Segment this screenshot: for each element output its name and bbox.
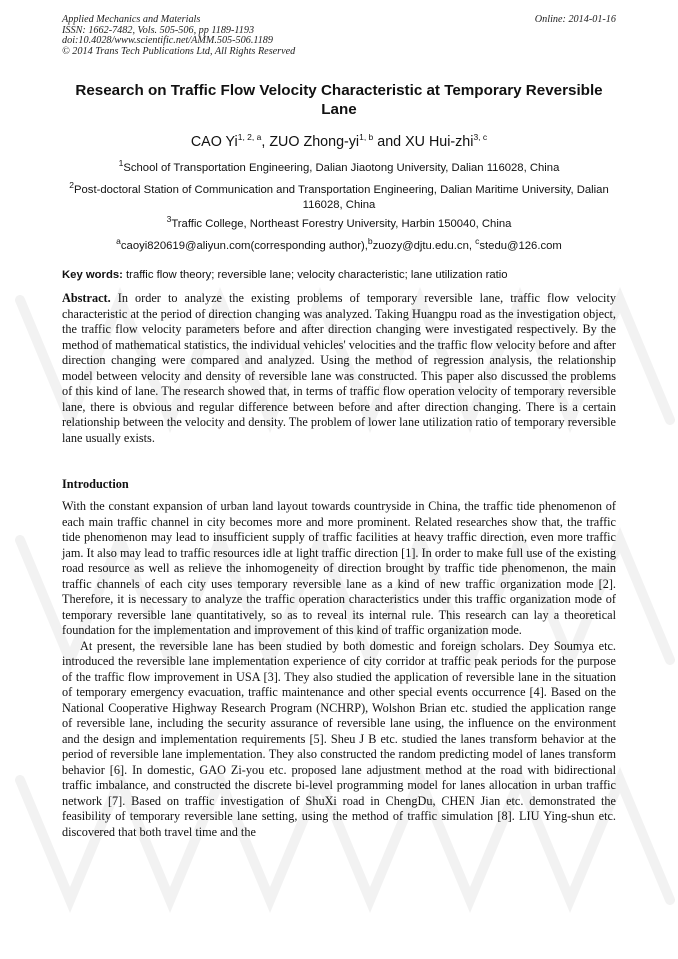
author-sep: , [261,133,270,150]
affiliation-text: Post-doctoral Station of Communication and Transportation Engineering, Dalian Maritime University, Dalian 116028, China [73,183,609,211]
paragraph: At present, the reversible lane has been studied by both domestic and foreign scholars. Dey Soumya etc. introduced the reversible lane implementation experience of city corridor at traffic peak periods for the purpose of the traffic flow improvement in USA [3]. They also studied the application of reversible lane in the situation of temporary emergency evacuation, traffic maintenance and other special events occurrence [4]. Based on the National Cooperative Highway Research Program (NCHRP), Wolshon Brian etc. studied the application range of reversible lane, including the security assurance of reversible lane using, the influence on the environment and the design and implementation requirements [5]. Sheu J B etc. studied the lanes transform behavior at the period of reversible lane implementation. They also constructed the random predicting model of lanes transform behavior [6]. In domestic, GAO Zi-you etc. proposed lane adjustment method at the road with bidirectional traffic imbalance, and constructed the discrete bi-level programming model for lanes allocation in urban traffic network [7]. Based on traffic investigation of ShuXi road in ChengDu, CHEN Jian etc. demonstrated the feasibility of temporary reversible lane setting, using the method of traffic simulation [8]. LIU Ying-shun etc. discovered that both travel time and the [62,638,616,839]
email-a: caoyi820619@aliyun.com(corresponding author), [120,239,368,252]
keywords [62,268,616,283]
author-sup: 3, c [473,132,488,142]
paper-title: Research on Traffic Flow Velocity Characteristic at Temporary Reversible Lane [75,82,603,118]
paragraph: With the constant expansion of urban land layout towards countryside in China, the traffic tide phenomenon of each main traffic channel in city becomes more and more prominent. Related researches show that, the traffic tide phenomenon may lead to insufficient supply of traffic facilities at heavy traffic direction, even more traffic jam. It also may lead to traffic resources idle at light traffic direction [1]. In order to make full use of the existing road resource as well as relieve the inhomogeneity of direction brought by traffic tide phenomenon, the main traffic channels of each city uses temporary reversible lane as a kind of new traffic organization mode [2]. Therefore, it is necessary to analyze the traffic operation characteristics under this traffic organization mode of temporary reversible lane quantitatively, so as to reveal its internal rule. This research can lay a theoretical foundation for the implementation and improvement of this kind of traffic organization mode. [62,499,616,637]
affiliation-2 [62,178,616,213]
author-name: CAO Yi [190,133,238,150]
email-b: zuozy@djtu.edu.cn, [372,239,472,252]
affiliation-sup: 1 [118,158,124,168]
doi-line: doi:10.4028/www.scientific.net/AMM.505-506.1189 [62,35,273,47]
email-sup: c [475,236,480,246]
affiliation-1 [62,156,616,176]
author-name: XU Hui-zhi [405,133,474,150]
affiliation-sup: 2 [69,180,74,190]
abstract [62,291,616,446]
affiliation-3 [62,212,616,232]
abstract-text: In order to analyze the existing problems of temporary reversible lane, traffic flow velocity characteristic at the period of direction changing was analyzed. Taking Huangpu road as the investigation object, the traffic flow velocity parameters before and after direction changing were investigated respectively. By the method of mathematical statistics, the individual vehicles' velocities and the traffic flow velocity before and after direction changing were compared and analyzed. Using the method of regression analysis, the relationship model between velocity and density of reversible lane was constructed. This paper also discussed the problems of this kind of lane. The research showed that, in terms of traffic flow operation velocity of temporary reversible lane, there is obvious and regular difference between before and after direction changing. There is a certain relationship between the velocity and density. The problem of lower lane utilization ratio of temporary reversible lane usually exists. [62,291,616,445]
affiliation-text: School of Transportation Engineering, Dalian Jiaotong University, Dalian 116028, China [123,161,560,174]
keywords-text: traffic flow theory; reversible lane; velocity characteristic; lane utilization ratio [126,269,508,281]
author-sup: 1, b [359,132,374,142]
email-sup: a [116,236,121,246]
copyright-line: © 2014 Trans Tech Publications Ltd, All Rights Reserved [62,45,296,57]
author-sup: 1, 2, a [237,132,262,142]
journal-header [62,15,616,57]
affiliation-text: Traffic College, Northeast Forestry University, Harbin 150040, China [171,217,512,230]
author-sep: and [373,133,406,150]
online-date: Online: 2014-01-16 [534,14,616,25]
email-sup: b [367,236,373,246]
introduction-body [62,499,616,840]
issn-line: ISSN: 1662-7482, Vols. 505-506, pp 1189-1193 [62,24,255,36]
section-heading-introduction: Introduction [62,477,129,491]
author-list [62,128,616,151]
keywords-label: Key words: [62,269,123,281]
email-c: stedu@126.com [479,239,562,252]
affiliation-sup: 3 [166,214,172,224]
journal-name: Applied Mechanics and Materials [62,14,201,25]
author-name: ZUO Zhong-yi [269,133,360,150]
email-line [62,234,616,254]
abstract-label: Abstract. [62,291,111,305]
